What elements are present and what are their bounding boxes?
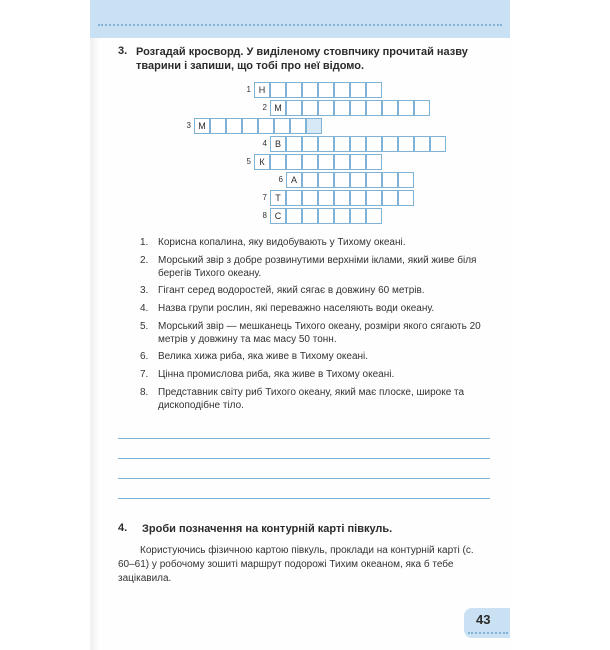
answer-line[interactable] bbox=[118, 478, 490, 479]
clue-number: 5. bbox=[140, 321, 149, 332]
clue-number: 2. bbox=[140, 255, 149, 266]
clue-text: Морський звір з добре розвинутими верхніми іклами, який живе біля берегів Тихого океану. bbox=[158, 255, 477, 279]
crossword-row-number: 6 bbox=[278, 175, 283, 184]
crossword-cell[interactable] bbox=[398, 136, 414, 152]
crossword-cell[interactable]: М bbox=[270, 100, 286, 116]
crossword-cell[interactable]: Т bbox=[270, 190, 286, 206]
clue-text: Велика хижа риба, яка живе в Тихому океані. bbox=[158, 351, 369, 362]
clue-item bbox=[140, 302, 495, 315]
clue-text: Назва групи рослин, які переважно населяють води океану. bbox=[158, 303, 435, 314]
clue-number: 7. bbox=[140, 369, 149, 380]
crossword-cell[interactable] bbox=[350, 208, 366, 224]
crossword-cell[interactable] bbox=[350, 100, 366, 116]
crossword-cell[interactable] bbox=[302, 136, 318, 152]
clue-text: Цінна промислова риба, яка живе в Тихому океані. bbox=[158, 369, 395, 380]
crossword-cell[interactable] bbox=[286, 100, 302, 116]
crossword-cell[interactable] bbox=[366, 100, 382, 116]
clue-text: Корисна копалина, яку видобувають у Тихому океані. bbox=[158, 237, 406, 248]
clue-number: 1. bbox=[140, 237, 149, 248]
task4-text: Користуючись фізичною картою півкуль, проклади на контурній карті (с. 60–61) у робочому зошиті маршрут подорожі Тихим океаном, яка б тебе зацікавила. bbox=[118, 545, 474, 584]
crossword-cell[interactable] bbox=[414, 100, 430, 116]
crossword-cell[interactable] bbox=[286, 154, 302, 170]
answer-line[interactable] bbox=[118, 438, 490, 439]
crossword-cell[interactable] bbox=[286, 190, 302, 206]
crossword-cell[interactable]: М bbox=[194, 118, 210, 134]
crossword-cell[interactable] bbox=[334, 136, 350, 152]
crossword-row-number: 5 bbox=[246, 157, 251, 166]
crossword-cell[interactable] bbox=[302, 208, 318, 224]
crossword-cell[interactable] bbox=[302, 190, 318, 206]
page-number-dots bbox=[468, 632, 508, 634]
crossword-cell[interactable] bbox=[382, 100, 398, 116]
crossword-cell[interactable] bbox=[334, 190, 350, 206]
crossword-cell[interactable] bbox=[302, 82, 318, 98]
clue-item bbox=[140, 350, 495, 363]
crossword-cell[interactable]: В bbox=[270, 136, 286, 152]
crossword-cell[interactable] bbox=[270, 82, 286, 98]
crossword-cell[interactable] bbox=[366, 136, 382, 152]
crossword-row-number: 4 bbox=[262, 139, 267, 148]
crossword-cell[interactable] bbox=[398, 100, 414, 116]
crossword-cell[interactable] bbox=[366, 154, 382, 170]
clue-item bbox=[140, 236, 495, 249]
crossword-cell[interactable] bbox=[318, 82, 334, 98]
crossword-cell[interactable] bbox=[350, 190, 366, 206]
clue-item bbox=[140, 368, 495, 381]
clue-text: Представник світу риб Тихого океану, який має плоске, широке та дископодібне тіло. bbox=[158, 387, 465, 411]
clue-number: 8. bbox=[140, 387, 149, 398]
crossword-cell[interactable] bbox=[302, 172, 318, 188]
clue-number: 3. bbox=[140, 285, 149, 296]
crossword-cell[interactable] bbox=[366, 208, 382, 224]
crossword-cell[interactable] bbox=[366, 190, 382, 206]
crossword-cell[interactable]: С bbox=[270, 208, 286, 224]
crossword-cell[interactable]: К bbox=[254, 154, 270, 170]
crossword-cell[interactable] bbox=[318, 208, 334, 224]
crossword-cell[interactable] bbox=[334, 82, 350, 98]
clue-number: 6. bbox=[140, 351, 149, 362]
crossword-row-number: 8 bbox=[262, 211, 267, 220]
clue-item bbox=[140, 254, 495, 280]
crossword-cell[interactable] bbox=[366, 172, 382, 188]
crossword-cell[interactable] bbox=[382, 190, 398, 206]
task4-title: Зроби позначення на контурній карті півкуль. bbox=[142, 523, 393, 535]
crossword-cell[interactable] bbox=[302, 154, 318, 170]
spine-shadow bbox=[90, 38, 100, 650]
crossword-cell[interactable] bbox=[318, 136, 334, 152]
crossword-row-number: 1 bbox=[246, 85, 251, 94]
crossword-cell[interactable] bbox=[334, 172, 350, 188]
answer-line[interactable] bbox=[118, 458, 490, 459]
crossword-cell[interactable] bbox=[350, 154, 366, 170]
crossword-cell[interactable] bbox=[286, 82, 302, 98]
answer-line[interactable] bbox=[118, 498, 490, 499]
crossword-cell[interactable] bbox=[318, 100, 334, 116]
clue-text: Морський звір — мешканець Тихого океану, розміри якого сягають 20 метрів у довжину та має масу 50 тонн. bbox=[158, 321, 481, 345]
crossword-cell[interactable] bbox=[382, 136, 398, 152]
crossword-cell[interactable] bbox=[318, 190, 334, 206]
clue-item bbox=[140, 386, 495, 412]
crossword-cell[interactable] bbox=[290, 118, 306, 134]
crossword-cell[interactable] bbox=[210, 118, 226, 134]
crossword-cell[interactable] bbox=[226, 118, 242, 134]
crossword-cell[interactable] bbox=[414, 136, 430, 152]
crossword-cell[interactable] bbox=[398, 190, 414, 206]
crossword-cell[interactable] bbox=[270, 154, 286, 170]
crossword-cell[interactable]: Н bbox=[254, 82, 270, 98]
crossword-row-number: 7 bbox=[262, 193, 267, 202]
crossword-cell[interactable] bbox=[274, 118, 290, 134]
task3-number: 3. bbox=[118, 45, 128, 57]
crossword-cell[interactable] bbox=[398, 172, 414, 188]
clue-text: Гігант серед водоростей, який сягає в довжину 60 метрів. bbox=[158, 285, 425, 296]
task3-title-line1: Розгадай кросворд. У виділеному стовпчику прочитай назву bbox=[136, 46, 468, 58]
crossword-cell[interactable]: А bbox=[286, 172, 302, 188]
crossword-cell[interactable] bbox=[350, 82, 366, 98]
clue-number: 4. bbox=[140, 303, 149, 314]
crossword-cell[interactable] bbox=[242, 118, 258, 134]
task4-number: 4. bbox=[118, 522, 128, 534]
header-band bbox=[90, 0, 510, 38]
crossword-row-number: 2 bbox=[262, 103, 267, 112]
crossword-row-number: 3 bbox=[186, 121, 191, 130]
crossword-cell[interactable] bbox=[286, 136, 302, 152]
crossword-cell[interactable] bbox=[350, 172, 366, 188]
crossword-cell[interactable] bbox=[318, 154, 334, 170]
crossword-highlight-cell[interactable] bbox=[306, 118, 322, 134]
clue-item bbox=[140, 284, 495, 297]
crossword-cell[interactable] bbox=[334, 100, 350, 116]
clue-item bbox=[140, 320, 495, 346]
crossword-cell[interactable] bbox=[258, 118, 274, 134]
crossword-cell[interactable] bbox=[334, 154, 350, 170]
crossword-cell[interactable] bbox=[318, 172, 334, 188]
crossword-cell[interactable] bbox=[286, 208, 302, 224]
crossword-cell[interactable] bbox=[334, 208, 350, 224]
crossword-cell[interactable] bbox=[350, 136, 366, 152]
task3-title-line2: тварини і запиши, що тобі про неї відомо. bbox=[136, 60, 365, 72]
crossword-cell[interactable] bbox=[430, 136, 446, 152]
crossword-cell[interactable] bbox=[366, 82, 382, 98]
page-number: 43 bbox=[476, 612, 491, 627]
crossword-cell[interactable] bbox=[302, 100, 318, 116]
crossword-cell[interactable] bbox=[382, 172, 398, 188]
header-dotted-line bbox=[98, 24, 502, 26]
